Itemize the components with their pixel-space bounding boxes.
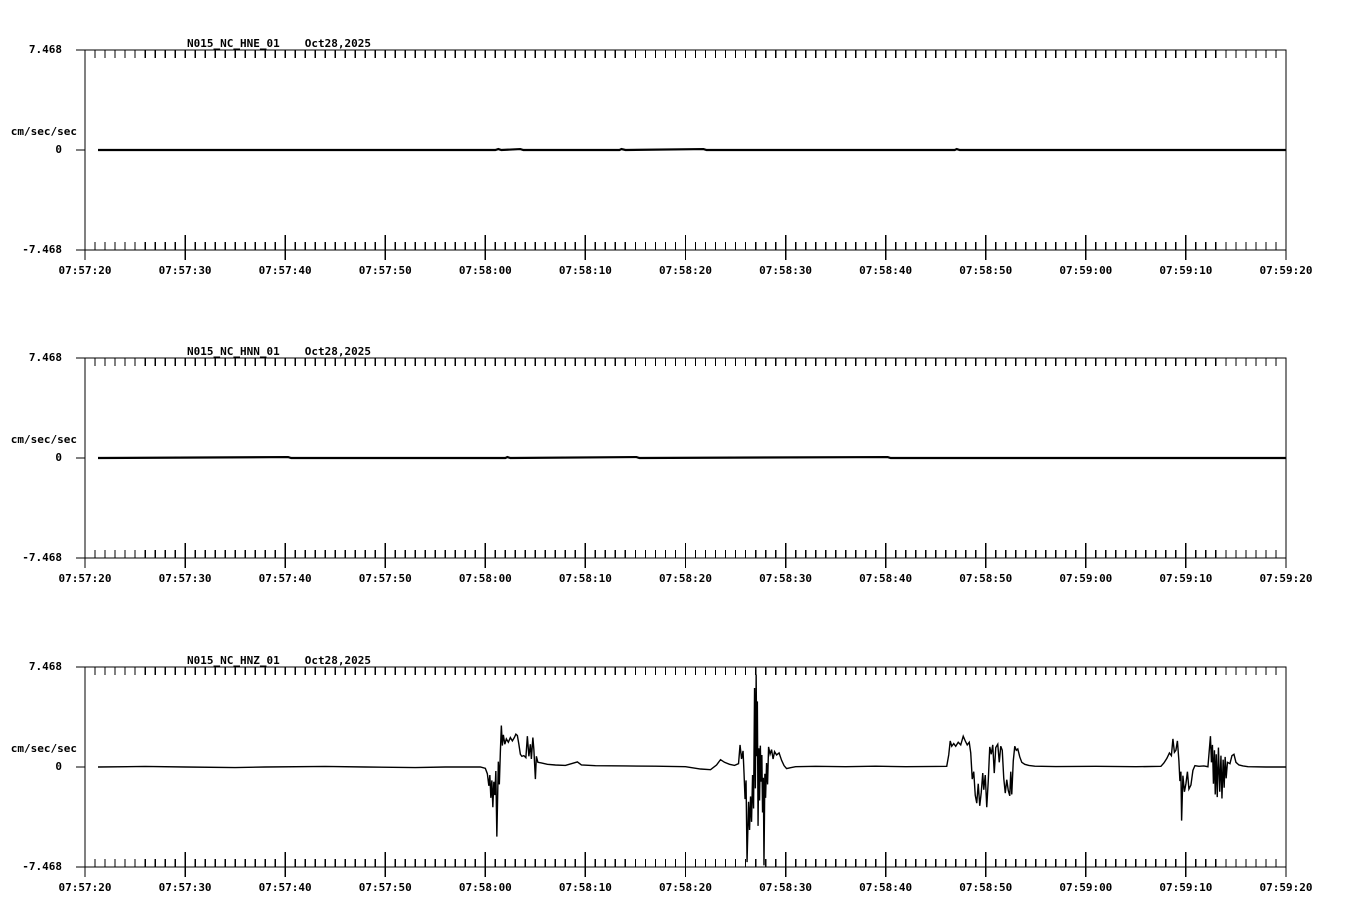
- chart-hne-x-tick-label: 07:57:50: [358, 264, 412, 277]
- chart-hne-x-tick-label: 07:59:20: [1259, 264, 1313, 277]
- chart-hne-date-label: Oct28,2025: [304, 37, 371, 50]
- chart-hnz-yzero-label: 0: [55, 760, 62, 773]
- chart-hne-x-tick-label: 07:57:30: [158, 264, 212, 277]
- chart-hne-ymin-label: -7.468: [22, 243, 62, 256]
- chart-hne-x-tick-label: 07:58:10: [558, 264, 612, 277]
- chart-hne-x-tick-label: 07:58:00: [458, 264, 512, 277]
- chart-hnz-ymin-label: -7.468: [22, 860, 62, 873]
- chart-hnn-station-label: N015_NC_HNN_01: [187, 345, 280, 358]
- chart-hnn-x-tick-label: 07:58:30: [759, 572, 813, 585]
- chart-hne-x-tick-label: 07:59:00: [1059, 264, 1113, 277]
- chart-hnz-x-tick-label: 07:57:40: [258, 881, 312, 894]
- chart-hnz-x-tick-label: 07:59:20: [1259, 881, 1313, 894]
- chart-hnz-waveform-trace: [98, 675, 1286, 866]
- chart-hnn-x-tick-label: 07:57:30: [158, 572, 212, 585]
- chart-hnn-yzero-label: 0: [55, 451, 62, 464]
- chart-hnn-waveform-trace: [98, 457, 1286, 458]
- chart-hne-x-tick-label: 07:57:40: [258, 264, 312, 277]
- chart-hne-x-tick-label: 07:58:20: [659, 264, 712, 277]
- chart-hnn-axis-frame: [76, 358, 1286, 568]
- chart-hne-x-tick-label: 07:58:30: [759, 264, 813, 277]
- chart-hnz-x-tick-label: 07:58:20: [659, 881, 712, 894]
- chart-hne-ymax-label: 7.468: [28, 43, 62, 56]
- chart-hnn-yunit-label: cm/sec/sec: [10, 433, 77, 446]
- chart-hne-x-tick-label: 07:58:40: [859, 264, 913, 277]
- chart-hnz-axis-frame: [76, 667, 1286, 877]
- chart-hnz-x-tick-label: 07:57:20: [58, 881, 112, 894]
- chart-hnn-x-tick-label: 07:57:40: [258, 572, 312, 585]
- chart-hnz-x-tick-label: 07:58:30: [759, 881, 813, 894]
- chart-hnn-ymin-label: -7.468: [22, 551, 62, 564]
- chart-hne-waveform-trace: [98, 149, 1286, 150]
- chart-hnn-title: [187, 345, 371, 358]
- chart-hne-axis-frame: [76, 50, 1286, 260]
- chart-hnz-title: [187, 654, 371, 667]
- chart-hne-title: [187, 37, 371, 50]
- chart-hne-yunit-label: cm/sec/sec: [10, 125, 77, 138]
- chart-hne-x-tick-label: 07:59:10: [1159, 264, 1213, 277]
- chart-hnn-x-tick-label: 07:58:00: [458, 572, 512, 585]
- chart-hnn-x-tick-label: 07:59:20: [1259, 572, 1313, 585]
- chart-hnz-x-tick-label: 07:58:00: [458, 881, 512, 894]
- chart-hnn-x-tick-label: 07:57:50: [358, 572, 412, 585]
- chart-hnz-date-label: Oct28,2025: [304, 654, 371, 667]
- chart-hnn-x-tick-label: 07:57:20: [58, 572, 112, 585]
- chart-hnn-x-tick-label: 07:59:00: [1059, 572, 1113, 585]
- chart-hnn-x-tick-label: 07:58:10: [558, 572, 612, 585]
- chart-hne-x-tick-label: 07:58:50: [959, 264, 1013, 277]
- chart-hnn-date-label: Oct28,2025: [304, 345, 371, 358]
- chart-hne-station-label: N015_NC_HNE_01: [187, 37, 280, 50]
- chart-hnz-yunit-label: cm/sec/sec: [10, 742, 77, 755]
- chart-hnz-x-tick-label: 07:58:10: [558, 881, 612, 894]
- chart-hnz-x-tick-label: 07:57:30: [158, 881, 212, 894]
- chart-hnz-x-tick-label: 07:59:00: [1059, 881, 1113, 894]
- chart-hnn-x-tick-label: 07:58:50: [959, 572, 1013, 585]
- chart-hnz-ymax-label: 7.468: [28, 660, 62, 673]
- chart-hnz-station-label: N015_NC_HNZ_01: [187, 654, 280, 667]
- chart-hne-x-tick-label: 07:57:20: [58, 264, 112, 277]
- chart-hnn-x-tick-label: 07:58:40: [859, 572, 913, 585]
- chart-hnz-x-tick-label: 07:58:40: [859, 881, 913, 894]
- chart-hnz-x-tick-label: 07:58:50: [959, 881, 1013, 894]
- chart-hne-yzero-label: 0: [55, 143, 62, 156]
- chart-hnz-x-tick-label: 07:59:10: [1159, 881, 1213, 894]
- chart-hnn-x-tick-label: 07:59:10: [1159, 572, 1213, 585]
- chart-hnn-ymax-label: 7.468: [28, 351, 62, 364]
- chart-hnn-x-tick-label: 07:58:20: [659, 572, 712, 585]
- chart-hnz-x-tick-label: 07:57:50: [358, 881, 412, 894]
